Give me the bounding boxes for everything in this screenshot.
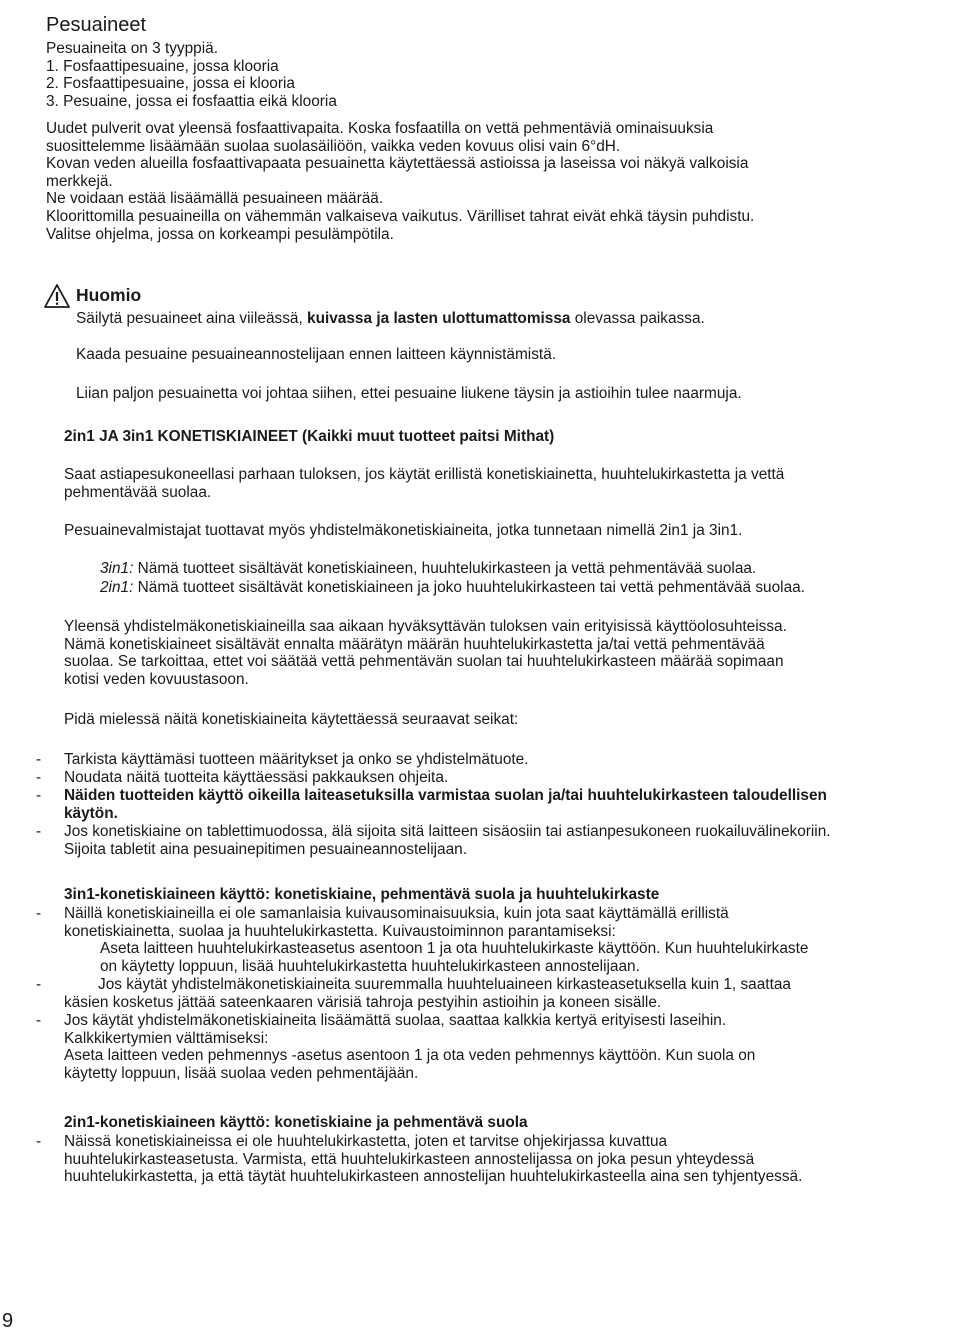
text-span: Säilytä pesuaineet aina viileässä,: [76, 310, 308, 327]
combo-paragraph: Pesuainevalmistajat tuottavat myös yhdistelmäkonetiskiaineita, jotka tunnetaan nimellä 2in1 ja 3in1.: [64, 522, 743, 539]
list-item-text: [64, 976, 959, 1011]
list-item-text: [64, 823, 959, 858]
text-line: Aseta laitteen huuhtelukirkasteasetus asentoon 1 ja ota huuhtelukirkaste käyttöön. Kun huuhtelukirkaste: [100, 940, 809, 958]
list-dash: -: [36, 769, 42, 786]
intro-paragraph: [46, 120, 951, 243]
text-line: merkkejä.: [46, 172, 113, 190]
types-heading: Pesuaineita on 3 tyyppiä.: [46, 40, 218, 57]
type-item: 1. Fosfaattipesuaine, jossa klooria: [46, 57, 279, 75]
list-item: [0, 823, 960, 859]
text-line: Uudet pulverit ovat yleensä fosfaattivapaita. Koska fosfaatilla on vettä pehmentäviä ominaisuuksia: [46, 120, 714, 137]
text-line: Ne voidaan estää lisäämällä pesuaineen määrää.: [46, 190, 384, 208]
usage-2in1-heading: 2in1-konetiskiaineen käyttö: konetiskiaine ja pehmentävä suola: [64, 1114, 528, 1131]
list-item-text: Noudata näitä tuotteita käyttäessäsi pakkauksen ohjeita.: [64, 769, 449, 786]
list-item: [0, 1133, 960, 1187]
text-line: Nämä konetiskiaineet sisältävät ennalta määrätyn määrän huuhtelukirkastetta ja/tai vettä pehmentävää: [64, 635, 765, 653]
text-line: Kovan veden alueilla fosfaattivapaata pesuainetta käytettäessä astioissa ja laseissa voi näkyä valkoisia: [46, 155, 749, 173]
usage-2in1-list: [0, 1133, 960, 1187]
list-dash: -: [36, 1133, 42, 1150]
type-item: 2. Fosfaattipesuaine, jossa ei klooria: [46, 75, 295, 93]
list-item: [0, 1012, 960, 1084]
definition-3in1: [100, 560, 955, 578]
text-line: Kloorittomilla pesuaineilla on vähemmän valkaiseva vaikutus. Värilliset tahrat eivät ehkä täysin puhdistu.: [46, 207, 755, 225]
text-line: Yleensä yhdistelmäkonetiskiaineilla saa aikaan hyväksyttävän tuloksen vain erityisissä käyttöolosuhteissa.: [64, 618, 787, 635]
text-line: Sijoita tabletit aina pesuainepitimen pesuaineannostelijaan.: [64, 840, 468, 858]
text-line: Jos käytät yhdistelmäkonetiskiaineita suuremmalla huuhteluaineen kirkasteasetuksella kuin 1, saattaa: [98, 976, 791, 993]
list-dash: -: [36, 905, 42, 922]
text-line: pehmentävää suolaa.: [64, 483, 212, 501]
list-item: [0, 787, 960, 823]
text-line: konetiskiainetta, suolaa ja huuhtelukirkastetta. Kuivaustoiminnon parantamiseksi:: [64, 922, 616, 940]
warning-triangle-icon: [44, 284, 70, 308]
text-line: Saat astiapesukoneellasi parhaan tuloksen, jos käytät erillistä konetiskiainetta, huuhtelukirkastetta ja vettä: [64, 466, 785, 483]
text-line: Näissä konetiskiaineissa ei ole huuhtelukirkastetta, joten et tarvitse ohjekirjassa kuvattua: [64, 1133, 668, 1150]
text-span: olevassa paikassa.: [570, 310, 705, 327]
list-item-text: [64, 787, 959, 822]
text-line: käsien kosketus jättää sateenkaaren värisiä tahroja pestyihin astioihin ja koneen sisälle.: [64, 993, 662, 1011]
list-item-text: [64, 1012, 959, 1082]
list-item-text: [64, 905, 959, 975]
text-line: Jos konetiskiaine on tablettimuodossa, älä sijoita sitä laitteen sisäosiin tai astianpesukoneen ruokailuvälinekoriin.: [64, 823, 831, 840]
text-line: Kalkkikertymien välttämiseksi:: [64, 1029, 269, 1047]
type-item: 3. Pesuaine, jossa ei fosfaattia eikä klooria: [46, 92, 337, 110]
page-title: Pesuaineet: [46, 14, 147, 37]
list-dash: -: [36, 823, 42, 840]
definition-2in1: [100, 579, 955, 597]
list-item-text: Tarkista käyttämäsi tuotteen määritykset ja onko se yhdistelmätuote.: [64, 751, 529, 768]
text-line: Valitse ohjelma, jossa on korkeampi pesulämpötila.: [46, 225, 394, 243]
text-line: huuhtelukirkasteasetusta. Varmista, että huuhtelukirkasteen annostelijassa on joka pesun yhteydessä: [64, 1150, 755, 1168]
list-dash: -: [36, 1012, 42, 1029]
checklist: [0, 751, 960, 859]
list-dash: -: [36, 787, 42, 804]
combo-paragraph: [64, 466, 954, 501]
list-item: [0, 976, 960, 1012]
text-line: suolaa. Se tarkoittaa, ettet voi säätää vettä pehmentävän suolan tai huuhtelukirkasteen määrää sopimaan: [64, 653, 784, 671]
text-line: Näiden tuotteiden käyttö oikeilla laiteasetuksilla varmistaa suolan ja/tai huuhtelukirkasteen taloudellisen: [64, 787, 827, 804]
detergent-types-list: [46, 40, 951, 110]
text-line: kotisi veden kovuustasoon.: [64, 670, 249, 688]
text-line: Jos käytät yhdistelmäkonetiskiaineita lisäämättä suolaa, saattaa kalkkia kertyä erityisesti laseihin.: [64, 1012, 727, 1029]
bold-text: kuivassa ja lasten ulottumattomissa: [307, 310, 571, 327]
text-line: Aseta laitteen veden pehmennys -asetus asentoon 1 ja ota veden pehmennys käyttöön. Kun suola on: [64, 1047, 756, 1065]
text-line: huuhtelukirkastetta, ja että täytät huuhtelukirkasteen annostelijan huuhtelukirkasteella aina sen tyhjentyessä.: [64, 1168, 803, 1186]
combo-heading: 2in1 JA 3in1 KONETISKIAINEET (Kaikki muut tuotteet paitsi Mithat): [64, 428, 555, 445]
text-line: on käytetty loppuun, lisää huuhtelukirkastetta huuhtelukirkasteen annostelijaan.: [100, 957, 640, 975]
combo-paragraph: [64, 618, 954, 688]
usage-3in1-list: [0, 905, 960, 1084]
list-dash: -: [36, 976, 42, 993]
text-line: käytetty loppuun, lisää suolaa veden pehmentäjään.: [64, 1064, 419, 1082]
combo-paragraph: Pidä mielessä näitä konetiskiaineita käytettäessä seuraavat seikat:: [64, 711, 519, 728]
list-item: [0, 769, 960, 787]
page-number: 9: [2, 1310, 14, 1332]
usage-3in1-heading: 3in1-konetiskiaineen käyttö: konetiskiaine, pehmentävä suola ja huuhtelukirkaste: [64, 886, 660, 903]
warning-line: Liian paljon pesuainetta voi johtaa siihen, ettei pesuaine liukene täysin ja astioihin tulee naarmuja.: [76, 385, 742, 402]
text-line: suosittelemme lisäämään suolaa suolasäiliöön, vaikka veden kovuus olisi vain 6°dH.: [46, 137, 621, 155]
list-dash: -: [36, 751, 42, 768]
text-line: Näillä konetiskiaineilla ei ole samanlaisia kuivausominaisuuksia, kuin jota saat käyttämällä erillistä: [64, 905, 729, 922]
list-item: [0, 905, 960, 976]
warning-line: [76, 310, 956, 328]
definition-term: 2in1:: [100, 579, 134, 596]
definition-term: 3in1:: [100, 560, 134, 577]
list-item: [0, 751, 960, 769]
warning-heading: Huomio: [76, 285, 142, 305]
list-item-text: [64, 1133, 959, 1186]
warning-line: Kaada pesuaine pesuaineannostelijaan ennen laitteen käynnistämistä.: [76, 346, 557, 363]
definition-text: Nämä tuotteet sisältävät konetiskiaineen ja joko huuhtelukirkasteen tai vettä pehmentävää suolaa.: [133, 579, 805, 596]
definition-text: Nämä tuotteet sisältävät konetiskiaineen, huuhtelukirkasteen ja vettä pehmentävää suolaa.: [133, 560, 757, 577]
text-line: käytön.: [64, 804, 118, 822]
